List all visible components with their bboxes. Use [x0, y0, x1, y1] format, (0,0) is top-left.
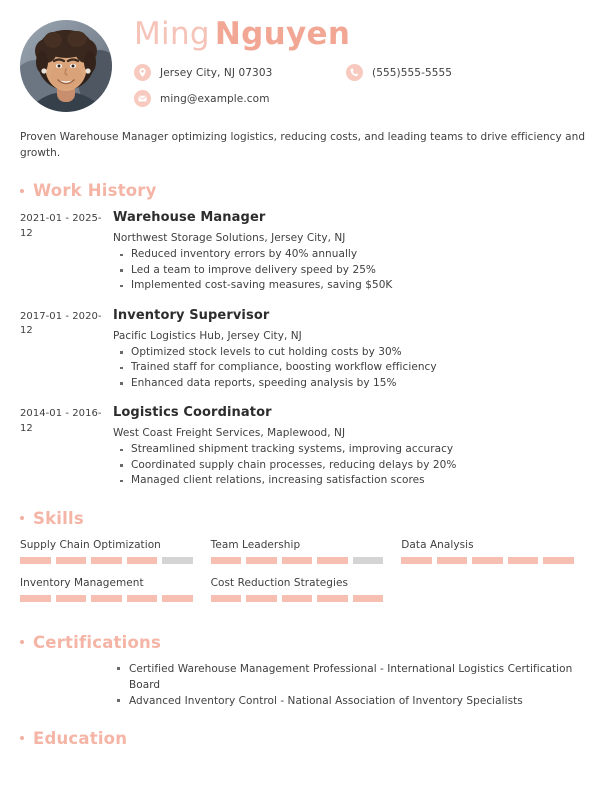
job-dates: 2021-01 - 2025-12: [20, 213, 102, 239]
contact-phone[interactable]: [346, 64, 452, 81]
avatar: [20, 20, 112, 112]
rating-segment-filled: [317, 557, 348, 564]
skill-name: Inventory Management: [20, 576, 144, 589]
rating-segment-filled: [162, 595, 193, 602]
skill-name: Team Leadership: [210, 538, 301, 551]
rating-segment-filled: [437, 557, 468, 564]
work-history-item: [20, 209, 592, 294]
header-details: [112, 16, 592, 116]
section-header-education: [0, 729, 612, 748]
contact-row-2: [134, 90, 592, 107]
rating-segment-filled: [282, 557, 313, 564]
rating-segment-empty: [353, 557, 384, 564]
skill-item: [211, 575, 402, 602]
job-title: Logistics Coordinator: [113, 405, 272, 420]
rating-segment-filled: [508, 557, 539, 564]
job-dates: 2014-01 - 2016-12: [20, 408, 102, 434]
bullet-dot-icon: [20, 736, 24, 740]
phone-icon: [346, 64, 363, 81]
location-pin-icon: [134, 64, 151, 81]
job-details: [113, 404, 592, 489]
job-bullet: Optimized stock levels to cut holding costs by 30%: [113, 345, 592, 361]
job-company: Northwest Storage Solutions, Jersey City, NJ: [113, 232, 346, 244]
skill-name: Cost Reduction Strategies: [210, 576, 349, 589]
skill-item: [20, 575, 211, 602]
rating-segment-filled: [317, 595, 348, 602]
contact-location[interactable]: [134, 64, 346, 81]
section-title-certifications: Certifications: [33, 632, 161, 652]
job-company: Pacific Logistics Hub, Jersey City, NJ: [113, 329, 302, 342]
rating-segment-filled: [91, 557, 122, 564]
first-name: Ming: [134, 16, 210, 52]
location-text: Jersey City, NJ 07303: [160, 66, 273, 79]
skill-item: [20, 537, 211, 564]
rating-segment-filled: [246, 557, 277, 564]
bullet-dot-icon: [20, 516, 24, 520]
skill-rating-bar: [20, 595, 193, 602]
section-title-work-history: Work History: [33, 181, 157, 200]
rating-segment-filled: [543, 557, 574, 564]
job-bullet: Implemented cost-saving measures, saving $50K: [113, 278, 592, 294]
skill-name: Data Analysis: [401, 538, 474, 551]
job-bullet-list: [113, 247, 592, 294]
skill-rating-bar: [211, 557, 384, 564]
rating-segment-filled: [20, 595, 51, 602]
professional-summary: Proven Warehouse Manager optimizing logistics, reducing costs, and leading teams to drive efficiency and growth.: [20, 131, 586, 159]
job-bullet: Trained staff for compliance, boosting workflow efficiency: [113, 360, 592, 376]
bullet-dot-icon: [20, 640, 24, 644]
skill-name: Supply Chain Optimization: [20, 538, 161, 551]
skill-item-empty: [401, 575, 592, 602]
rating-segment-filled: [56, 557, 87, 564]
contact-row-1: [134, 64, 592, 81]
skill-rating-bar: [20, 557, 193, 564]
section-header-skills: [0, 509, 612, 528]
education-list: [0, 757, 612, 765]
contact-info: [134, 64, 592, 107]
certification-item: Certified Warehouse Management Professional - International Logistics Certification Board: [115, 661, 590, 693]
section-header-work-history: [0, 181, 612, 200]
skills-list: [0, 537, 612, 613]
job-company: West Coast Freight Services, Maplewood, NJ: [113, 427, 346, 439]
phone-text: (555)555-5555: [372, 66, 453, 79]
rating-segment-filled: [401, 557, 432, 564]
envelope-icon: [134, 90, 151, 107]
rating-segment-filled: [246, 595, 277, 602]
page-title: [134, 16, 592, 52]
email-text: ming@example.com: [160, 92, 270, 105]
contact-email[interactable]: [134, 90, 346, 107]
job-title: Inventory Supervisor: [113, 307, 270, 323]
rating-segment-filled: [127, 595, 158, 602]
rating-segment-filled: [20, 557, 51, 564]
skill-rating-bar: [211, 595, 384, 602]
section-title-education: Education: [33, 728, 128, 748]
job-details: [113, 307, 592, 392]
job-bullet-list: [113, 345, 592, 392]
certification-item: Advanced Inventory Control - National Association of Inventory Specialists: [115, 693, 590, 709]
skill-item: [401, 537, 592, 564]
job-bullet: Managed client relations, increasing satisfaction scores: [113, 473, 592, 489]
section-title-skills: Skills: [33, 508, 84, 528]
work-history-item: [20, 404, 592, 489]
skill-rating-bar: [401, 557, 574, 564]
profile-photo-image: [20, 20, 112, 112]
job-bullet-list: [113, 442, 592, 489]
rating-segment-filled: [127, 557, 158, 564]
work-history-list: [0, 209, 612, 489]
job-bullet: Led a team to improve delivery speed by 25%: [113, 263, 592, 279]
resume-header: [0, 0, 612, 116]
job-title: Warehouse Manager: [113, 210, 266, 225]
skill-item: [211, 537, 402, 564]
job-bullet: Reduced inventory errors by 40% annually: [113, 247, 592, 263]
job-bullet: Coordinated supply chain processes, reducing delays by 20%: [113, 458, 592, 474]
rating-segment-empty: [162, 557, 193, 564]
section-header-certifications: [0, 633, 612, 652]
rating-segment-filled: [91, 595, 122, 602]
rating-segment-filled: [211, 557, 242, 564]
work-history-item: [20, 307, 592, 392]
rating-segment-filled: [353, 595, 384, 602]
rating-segment-filled: [282, 595, 313, 602]
job-bullet: Enhanced data reports, speeding analysis by 15%: [113, 376, 592, 392]
rating-segment-filled: [56, 595, 87, 602]
bullet-dot-icon: [20, 189, 24, 193]
job-bullet: Streamlined shipment tracking systems, improving accuracy: [113, 442, 592, 458]
last-name: Nguyen: [214, 16, 351, 52]
rating-segment-filled: [472, 557, 503, 564]
certifications-list: [0, 661, 612, 709]
job-details: [113, 209, 592, 294]
rating-segment-filled: [211, 595, 242, 602]
job-dates: 2017-01 - 2020-12: [20, 310, 102, 336]
